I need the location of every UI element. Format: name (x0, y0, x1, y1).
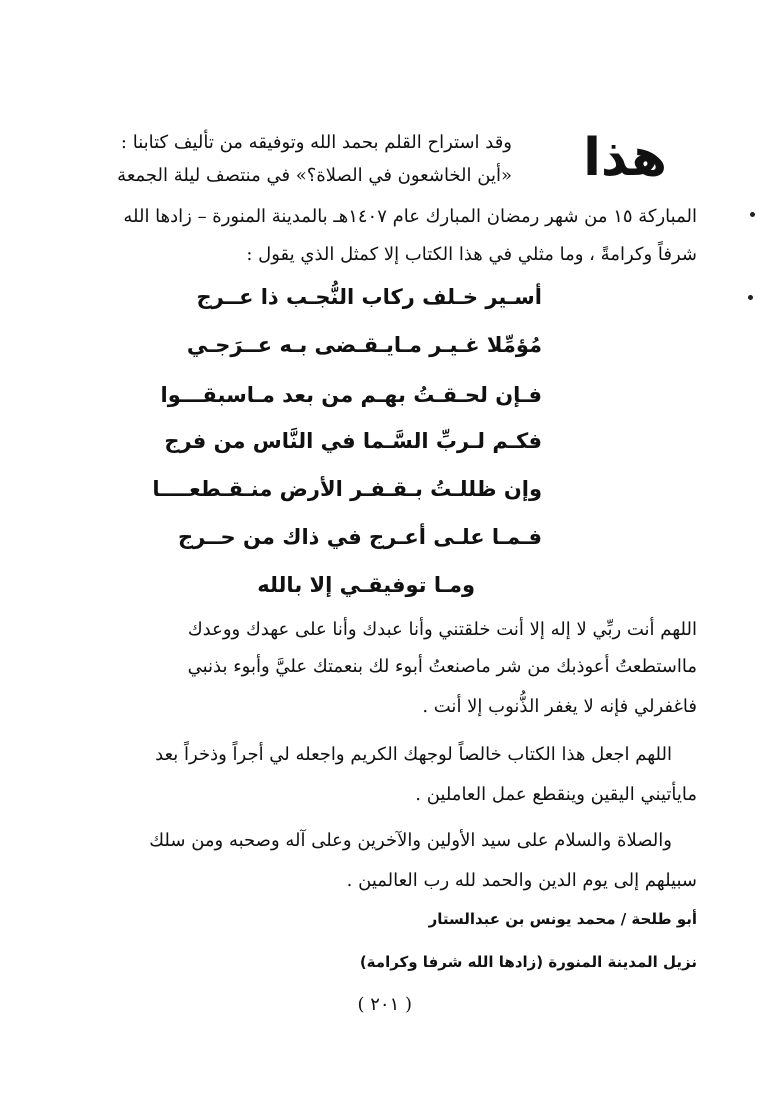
signature-name: أبو طلحة / محمد يونس بن عبدالستار (428, 910, 697, 928)
poem-verse-2: مُؤمِّلا غـيـر مـايـقـضى بـه عــرَجـي (186, 333, 542, 357)
poem-verse-6: فـمـا علـى أعـرج في ذاك من حــرج (177, 525, 542, 549)
prayer-line-2: مااستطعتُ أعوذبك من شر ماصنعتُ أبوء لك بنعمتك عليَّ وأبوء بذنبي (187, 656, 697, 677)
poem-verse-3: فـإن لحـقـتُ بهـم من بعد مـاسبقـــوا (160, 383, 542, 407)
poem-verse-1: أسـير خـلف ركاب النُّجـب ذا عــرج (196, 285, 542, 309)
intro-line-3: المباركة ١٥ من شهر رمضان المبارك عام ١٤٠٧هـ بالمدينة المنورة – زادها الله (123, 206, 697, 227)
opening-word: هذا (583, 128, 667, 188)
poem-verse-5: وإن ظللـتُ بـقـفـر الأرض منـقـطعــــا (152, 477, 542, 501)
page-number: ( ٢٠١ ) (357, 994, 412, 1015)
intro-line-2: «أين الخاشعون في الصلاة؟» في منتصف ليلة الجمعة (117, 165, 512, 186)
prayer-line-5: مايأتيني اليقين وينقطع عمل العاملين . (415, 784, 697, 805)
closing-heading: ومـا توفيقـي إلا بالله (257, 573, 475, 597)
signature-residence: نزيل المدينة المنورة (زادها الله شرفا وكرامة) (359, 953, 697, 971)
prayer-line-1: اللهم أنت ربِّي لا إله إلا أنت خلقتني وأنا عبدك وأنا على عهدك ووعدك (187, 619, 697, 640)
scan-mark-2 (748, 295, 753, 300)
prayer-line-6: والصلاة والسلام على سيد الأولين والآخرين وعلى آله وصحبه ومن سلك (149, 830, 672, 851)
poem-verse-4: فكـم لـربِّ السَّـما في النَّاس من فرج (164, 429, 542, 453)
prayer-line-3: فاغفرلي فإنه لا يغفر الذُّنوب إلا أنت . (422, 696, 697, 717)
prayer-line-7: سبيلهم إلى يوم الدين والحمد لله رب العالمين . (346, 870, 697, 891)
scan-mark-1 (750, 212, 755, 217)
intro-line-1: وقد استراح القلم بحمد الله وتوفيقه من تأليف كتابنا : (120, 132, 512, 153)
prayer-line-4: اللهم اجعل هذا الكتاب خالصاً لوجهك الكريم واجعله لي أجراً وذخراً بعد (155, 744, 672, 765)
intro-line-4: شرفاً وكرامةً ، وما مثلي في هذا الكتاب إلا كمثل الذي يقول : (246, 244, 697, 265)
